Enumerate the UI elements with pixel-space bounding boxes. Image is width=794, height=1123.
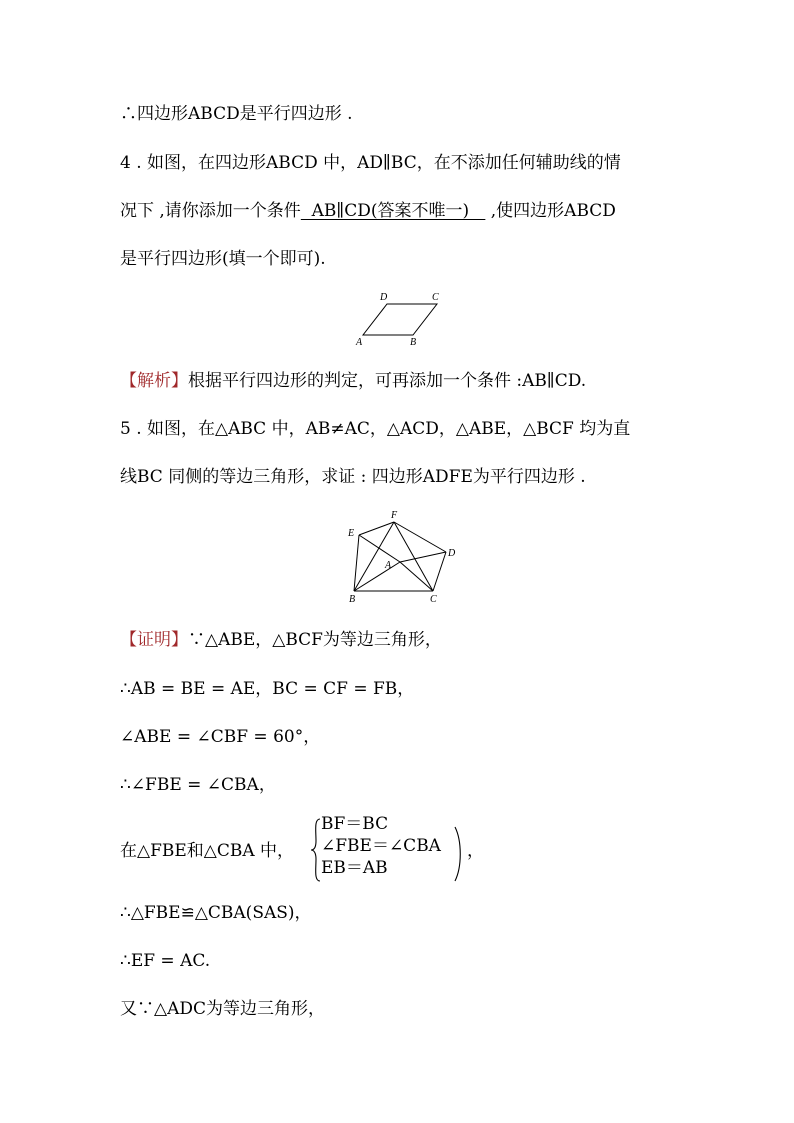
vertex-label-c: C [430, 594, 437, 605]
system-rows [321, 813, 441, 879]
text-span: ∵△ABE，△BCF为等边三角形， [188, 630, 442, 650]
segment-ea [359, 535, 400, 562]
proof-step-2: ∠ABE = ∠CBF = 60°， [120, 727, 321, 747]
system-row-2: ∠FBE＝∠CBA [321, 836, 441, 856]
proof-step-5: ∴EF = AC. [120, 951, 211, 971]
answer-blank: AB∥CD(答案不唯一) [300, 201, 486, 221]
vertex-label-d: D [448, 548, 456, 559]
segment-be [354, 535, 359, 591]
segment-ba [354, 562, 400, 591]
proof-step-4: ∴△FBE≌△CBA(SAS)， [120, 903, 312, 923]
vertex-label-a: A [385, 560, 392, 571]
segment-ef [359, 522, 394, 535]
question-5-line-1: 5 . 如图，在△ABC 中，AB≠AC，△ACD，△ABE，△BCF 均为直 [120, 419, 631, 439]
system-row-3: EB＝AB [321, 858, 388, 878]
segment-bf [354, 522, 394, 591]
segment-dc [433, 552, 446, 591]
proof-step-1: ∴AB = BE = AE，BC = CF = FB， [120, 679, 415, 699]
segment-fd [394, 522, 446, 552]
vertex-label-d: D [380, 292, 388, 303]
question-4-line-2 [120, 200, 616, 222]
vertex-label-b: B [410, 337, 417, 348]
right-paren [453, 825, 463, 883]
vertex-label-a: A [356, 337, 363, 348]
triangles-figure [340, 505, 465, 605]
parallelogram-figure [350, 288, 450, 350]
question-5-line-2: 线BC 同侧的等边三角形，求证 : 四边形ADFE为平行四边形 . [120, 467, 586, 487]
text-span: 况下 ,请你添加一个条件 [120, 201, 301, 221]
vertex-label-f: F [391, 510, 398, 521]
system-lead-text: 在△FBE和△CBA 中， [120, 841, 295, 861]
question-4-line-1: 4 . 如图，在四边形ABCD 中，AD∥BC，在不添加任何辅助线的情 [120, 153, 621, 173]
proof-step-3: ∴∠FBE = ∠CBA， [120, 775, 276, 795]
proof-step-6: 又∵△ADC为等边三角形， [120, 999, 325, 1019]
text-span: ,使四边形ABCD [485, 201, 616, 221]
segment-ad [400, 552, 446, 562]
vertex-label-c: C [432, 292, 439, 303]
vertex-label-e: E [348, 528, 355, 539]
text-line: ∴四边形ABCD是平行四边形 . [120, 104, 353, 124]
segment-ac [400, 562, 433, 591]
analysis-line [120, 370, 586, 392]
text-span: 根据平行四边形的判定，可再添加一个条件 :AB∥CD. [188, 371, 587, 391]
proof-tag: 【证明】 [120, 630, 188, 650]
parallelogram-shape [363, 304, 437, 335]
system-row-1: BF＝BC [321, 814, 389, 834]
question-4-line-3: 是平行四边形(填一个即可). [120, 249, 326, 269]
system-tail: ， [467, 841, 484, 861]
proof-line [120, 629, 442, 651]
vertex-label-b: B [349, 594, 356, 605]
analysis-tag: 【解析】 [120, 371, 188, 391]
